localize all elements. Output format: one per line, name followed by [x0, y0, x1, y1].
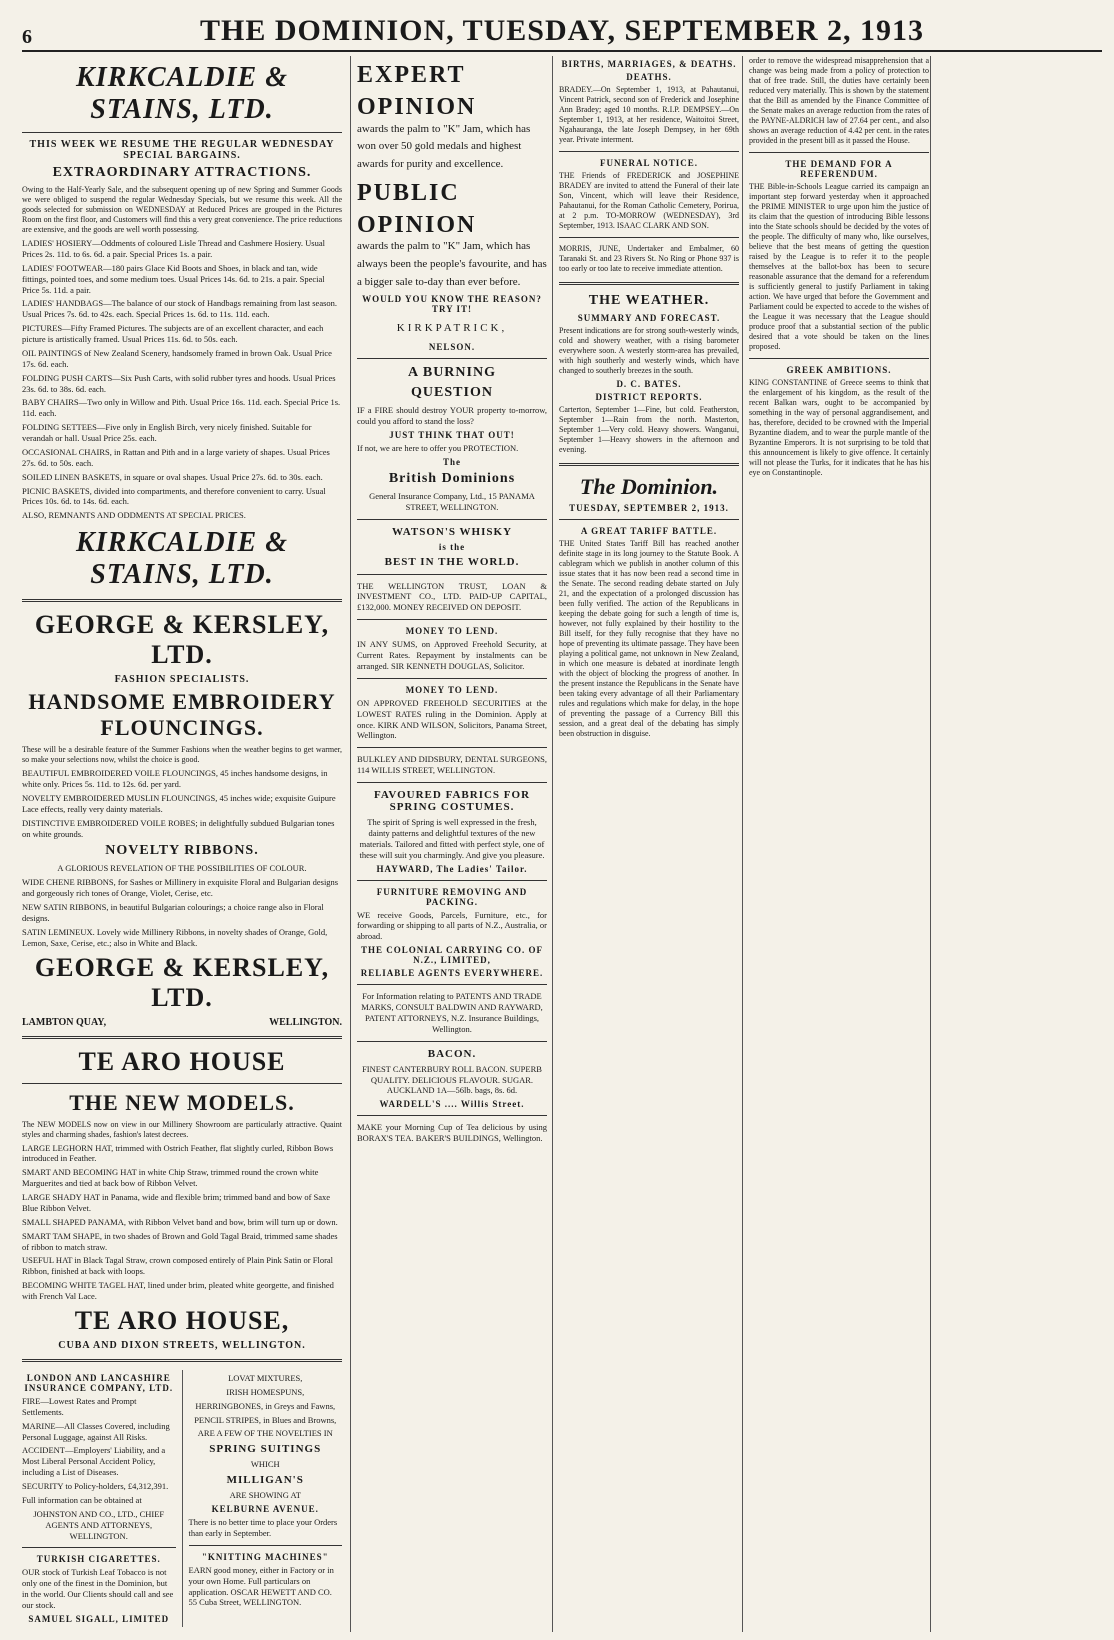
ad-item: LADIES' HOSIERY—Oddments of coloured Lisle Thread and Cashmere Hosiery. Usual Prices 2s. 11d. to 6s. 6d. a pair. Special Prices 1s. a pair.	[22, 238, 325, 259]
george-kersley-headline: HANDSOME EMBROIDERY FLOUNCINGS.	[28, 689, 336, 741]
bacon-title: BACON.	[427, 1047, 477, 1060]
ad-item: PENCIL STRIPES, in Blues and Browns,	[194, 1414, 337, 1425]
watson-line1: WATSON'S WHISKY	[391, 525, 513, 538]
expert-text: awards the palm to "K" Jam, which has won over 50 gold medals and highest awards for purity and excellence.	[357, 122, 531, 170]
reliable-agents: RELIABLE AGENTS EVERYWHERE.	[360, 968, 544, 979]
george-kersley-subtitle: FASHION SPECIALISTS.	[114, 674, 250, 686]
newspaper-title: THE DOMINION, TUESDAY, SEPTEMBER 2, 1913	[199, 14, 925, 47]
te-aro-address: CUBA AND DIXON STREETS, WELLINGTON.	[58, 1339, 306, 1351]
baker-text: MAKE your Morning Cup of Tea delicious by using BORAX'S TEA. BAKER'S BUILDINGS, Wellington.	[357, 1122, 547, 1144]
knitting-title: "KNITTING MACHINES"	[201, 1551, 329, 1562]
district-heading: DISTRICT REPORTS.	[595, 392, 703, 402]
burning-word: A BURNING	[408, 365, 496, 381]
george-kersley-intro: These will be a desirable feature of the Summer Fashions when the weather begins to get warmer, so make your selections now, whilst the choice is good.	[22, 745, 342, 765]
kirkcaldie-title-footer: KIRKCALDIE & STAINS, LTD.	[76, 527, 288, 591]
ad-item: BECOMING WHITE TAGEL HAT, lined under brim, pleated white georgette, and finished with French Val Lace.	[22, 1280, 334, 1301]
ad-item: SMART AND BECOMING HAT in white Chip Straw, trimmed round the crown white Marguerites and tied at back bow of Ribbon Velvet.	[22, 1167, 319, 1189]
small-ads-column	[350, 56, 547, 1632]
te-aro-title: TE ARO HOUSE	[78, 1046, 286, 1076]
funeral-text: THE Friends of FREDERICK and JOSEPHINE BRADEY are invited to attend the Funeral of their late Son, Vincent, which will leave their Residence, Pahautanui, for the Roman Catholic Cemetery, Porirua, at 2 p.m. TO-MORROW (WEDNESDAY), 3rd September, 1913. ISAAC CLARK AND SON.	[559, 171, 739, 230]
kirkcaldie-items	[22, 238, 342, 521]
ad-item: LADIES' HANDBAGS—The balance of our stock of Handbags remaining from last season. Usual Prices 7s. 6d. to 42s. each. Special Prices 1s. 6d. to 11s. 11d. each.	[22, 298, 338, 320]
advertisement-column	[22, 56, 342, 1632]
ad-item: DISTINCTIVE EMBROIDERED VOILE ROBES; in delightfully subdued Bulgarian tones on white grounds.	[22, 817, 335, 839]
page-number: 6	[22, 26, 32, 48]
ad-item: SPRING SUITINGS	[209, 1443, 322, 1456]
bottom-ads	[22, 1370, 342, 1627]
watson-line3: BEST IN THE WORLD.	[384, 555, 520, 568]
burning-text: IF a FIRE should destroy YOUR property to-morrow, could you afford to stand the loss?	[357, 405, 547, 426]
weather-signoff: D. C. BATES.	[616, 379, 682, 389]
ad-item: ALSO, REMNANTS AND ODDMENTS AT SPECIAL PRICES.	[22, 510, 246, 521]
furniture-text: WE receive Goods, Parcels, Furniture, etc., for forwarding or shipping to all parts of N.Z., Australia, or abroad.	[357, 909, 547, 942]
ad-item: FIRE—Lowest Rates and Prompt Settlements.	[22, 1395, 137, 1417]
money-lend-text: IN ANY SUMS, on Approved Freehold Security, at Current Rates. Repayment by instalments can be arranged. SIR KENNETH DOUGLAS, Solicitor.	[357, 639, 547, 671]
tariff-heading: A GREAT TARIFF BATTLE.	[580, 526, 718, 536]
masthead	[22, 10, 1102, 52]
bacon-text: FINEST CANTERBURY ROLL BACON. SUPERB QUALITY. DELICIOUS FLAVOUR. SUGAR. AUCKLAND 1A—56lb. bags, 8s. 6d.	[362, 1063, 542, 1096]
turkish-text: OUR stock of Turkish Leaf Tobacco is not only one of the finest in the Dominion, but in the world. Our Clients should call and see our stock.	[22, 1567, 174, 1610]
george-kersley-title: GEORGE & KERSLEY, LTD.	[34, 610, 330, 670]
address-left: LAMBTON QUAY,	[22, 1016, 107, 1028]
weather-text: Present indications are for strong south-westerly winds, cold and showery weather, with a rising barometer everywhere soon. A westerly storm-area has prevailed, with high southerly and westerly winds, which have changed to southerly breezes in the south.	[559, 326, 739, 375]
ad-item: Full information can be obtained at	[22, 1494, 142, 1505]
ad-item: A GLORIOUS REVELATION OF THE POSSIBILITIES OF COLOUR.	[57, 863, 307, 874]
ad-item: ARE A FEW OF THE NOVELTIES IN	[197, 1428, 333, 1439]
notices-column	[552, 56, 739, 1632]
knitting-text: EARN good money, either in Factory or in your own Home. Full particulars on application. OSCAR HEWETT AND CO. 55 Cuba Street, WELLINGTON.	[188, 1564, 334, 1608]
referendum-heading: THE DEMAND FOR A REFERENDUM.	[785, 159, 893, 179]
tariff-text: THE United States Tariff Bill has reached another definite stage in its long journey to the Statute Book. A cablegram which we publish in another column of this issue states that it has now been read a second time in the Senate. The second reading debate started on July 21, and the expectation of a prolonged discussion has been fully verified. The action of the Republicans in keeping the debate going for such a length of time is, however, not fully explained by their hostility to the Bill itself, for they fully recognise that they have no hope of preventing its ultimate passage. They have been playing a political game, not unknown in New Zealand, in which one measure is debated at inordinate length with the object of blocking the progress of another. In the present instance the Republicans in the Senate have been taking every advantage of all their Parliamentary rules and regulations which make for delay, in the hope of preventing the passage of a Currency Bill this session, and a great deal of the debating has simply been obstruction in disguise.	[559, 539, 739, 738]
ad-item: SATIN LEMINEUX. Lovely wide Millinery Ribbons, in novelty shades of Orange, Gold, Lemon, Saxe, Cerise, etc.; also in White and Black.	[22, 926, 328, 948]
greek-text: KING CONSTANTINE of Greece seems to think that the enlargement of his kingdom, as the result of the recent Balkan wars, ought to be accompanied by something in the way of personal aggrandisement, and has, therefore, decided to be crowned with the Imperial Byzantine diadem, and to wear the purple mantle of the Byzantine Emperors. It is not surprising to be told that this announcement is likely to give offence. It certainly will not please the Turks, for it indicates that he has his eye on Constantinople.	[749, 378, 929, 477]
british-dominions-name: British Dominions	[388, 470, 516, 486]
the-word: The	[442, 456, 461, 467]
ad-item: SECURITY to Policy-holders, £4,312,391.	[22, 1481, 169, 1491]
ad-item: NOVELTY EMBROIDERED MUSLIN FLOUNCINGS, 45 inches wide; exquisite Guipure Lace effects, really very dainty materials.	[22, 792, 336, 814]
ad-item: There is no better time to place your Orders than early in September.	[188, 1517, 338, 1538]
public-text: awards the palm to "K" Jam, which has always been the people's favourite, and has a bigger sale to-day than ever before.	[357, 240, 547, 288]
kirkcaldie-headline: EXTRAORDINARY ATTRACTIONS.	[52, 165, 312, 180]
ad-item: BEAUTIFUL EMBROIDERED VOILE FLOUNCINGS, 45 inches handsome designs, in white only. Prices 5s. 11d. to 12s. 6d. per yard.	[22, 768, 328, 789]
funeral-heading: FUNERAL NOTICE.	[599, 158, 698, 168]
ad-item: OIL PAINTINGS of New Zealand Scenery, handsomely framed in brown Oak. Usual Price 17s. 6d. each.	[22, 347, 332, 369]
ad-item: FOLDING PUSH CARTS—Six Push Carts, with solid rubber tyres and hoods. Usual Prices 23s. 6d. to 38s. 6d. each.	[22, 372, 336, 394]
te-aro-intro: The NEW MODELS now on view in our Millinery Showroom are particularly attractive. Quaint styles and charming shades, fashion's latest decrees.	[22, 1119, 342, 1139]
favoured-fabrics-text: The spirit of Spring is well expressed in the fresh, dainty patterns and delightful textures of the new materials. Tailored and fitted with perfect style, one of these will suit you charmingly. And give you pleasure.	[359, 817, 545, 860]
kirkcaldie-subtitle: THIS WEEK WE RESUME THE REGULAR WEDNESDAY SPECIAL BARGAINS.	[29, 139, 335, 161]
deaths-text: BRADEY.—On September 1, 1913, at Pahautanui, Vincent Patrick, second son of Frederick and Josephine Ann Bradey; aged 10 months. R.I.P. DEMPSEY.—On September 1, 1913, at her residence, Waitoitoi Street, Ngahauranga, the late Joseph Dempsey, in her 69th year. Private interment.	[559, 85, 739, 144]
ad-item: BABY CHAIRS—Two only in Willow and Pith. Usual Price 16s. 11d. each. Special Price 1s. 11d. each.	[22, 397, 341, 419]
births-heading: BIRTHS, MARRIAGES, & DEATHS.	[561, 59, 737, 69]
kirkcaldie-intro: Owing to the Half-Yearly Sale, and the subsequent opening up of new Spring and Summer Goods we were obliged to suspend the regular Wednesday Specials, but we resume this week. All the goods selected for submission on WEDNESDAY at Reduced Prices are grouped in the Pictures Room on the first floor, and Customers will find this a very great convenience. The price reductions are extensive, and the goods are well worth possessing.	[22, 185, 342, 234]
london-lancashire-title: LONDON AND LANCASHIRE INSURANCE COMPANY, LTD.	[24, 1372, 174, 1393]
reason-text: WOULD YOU KNOW THE REASON? TRY IT!	[362, 294, 542, 315]
george-kersley-address	[22, 1017, 342, 1028]
tariff-continued-text: order to remove the widespread misapprehension that a change was being made from a policy of protection to that of free trade. Still, the duties have certainly been reduced very materially. This is shown by the statement that the Bill as amended by the Finance Committee of the Senate makes an average reduction from the rates of the PAYNE-ALDRICH law of 27.64 per cent., and also shows an average reduction of 4.42 per cent. in the rates provided in the present bill as it passed the House.	[749, 56, 929, 145]
dominion-date: TUESDAY, SEPTEMBER 2, 1913.	[569, 503, 729, 513]
opinion-word: OPINION	[357, 211, 477, 238]
kirkcaldie-title: KIRKCALDIE & STAINS, LTD.	[76, 62, 288, 125]
ad-item: FOLDING SETTEES—Five only in English Birch, very nicely finished. Suitable for verandah or hall. Usual Price 25s. each.	[22, 422, 312, 443]
george-kersley-title-footer: GEORGE & KERSLEY, LTD.	[34, 952, 330, 1012]
furniture-title: FURNITURE REMOVING AND PACKING.	[376, 886, 528, 907]
address-right: WELLINGTON.	[269, 1016, 342, 1028]
colonial-carrying-name: THE COLONIAL CARRYING CO. OF N.Z., LIMITED,	[361, 945, 543, 966]
ad-item: KELBURNE AVENUE.	[211, 1504, 319, 1514]
think-text: JUST THINK THAT OUT!	[389, 429, 515, 440]
ad-item: JOHNSTON AND CO., LTD., CHIEF AGENTS AND ATTORNEYS, WELLINGTON.	[33, 1508, 165, 1541]
ad-item: PICNIC BASKETS, divided into compartments, and therefore convenient to carry. Usual Prices 10s. 6d. to 14s. 6d. each.	[22, 485, 326, 507]
ad-item: NEW SATIN RIBBONS, in beautiful Bulgarian colourings; a choice range also in Floral designs.	[22, 902, 324, 923]
editorial-column	[742, 56, 929, 1632]
ad-item: LOVAT MIXTURES,	[228, 1372, 303, 1383]
dominion-nameplate: The Dominion.	[579, 474, 719, 499]
money-lend-head: MONEY TO LEND.	[405, 626, 499, 637]
nelson-text: NELSON.	[428, 342, 476, 353]
ad-item: USEFUL HAT in Black Tagal Straw, crown composed entirely of Plain Pink Satin or Floral Ribbon, finished at back with loops.	[22, 1255, 334, 1277]
expert-word: EXPERT	[357, 62, 466, 88]
question-word: QUESTION	[411, 385, 493, 401]
watson-line2: is the	[438, 541, 466, 552]
greek-heading: GREEK AMBITIONS.	[786, 365, 892, 375]
ad-item: ACCIDENT—Employers' Liability, and a Most Liberal Personal Accident Policy, including a List of Diseases.	[22, 1445, 166, 1478]
trust-text: THE WELLINGTON TRUST, LOAN & INVESTMENT CO., LTD. PAID-UP CAPITAL, £132,000. MONEY RECEIVED ON DEPOSIT.	[357, 580, 547, 613]
ad-item: SMART TAM SHAPE, in two shades of Brown and Gold Tagal Braid, trimmed same shades of ribbon to match straw.	[22, 1230, 338, 1252]
british-dominions-address: General Insurance Company, Ltd., 15 PANAMA STREET, WELLINGTON.	[369, 490, 535, 512]
money-lend-text-2: ON APPROVED FREEHOLD SECURITIES at the LOWEST RATES ruling in the Dominion. Apply at once. KIRK AND WILSON, Solicitors, Panama Street, Wellington.	[357, 697, 547, 741]
ad-item: LADIES' FOOTWEAR—180 pairs Glace Kid Boots and Shoes, in black and tan, wide fittings, pointed toes, and some medium toes. Usual Prices 14s. 6d. to 21s. a pair. Special Price 5s. 11d. a pair.	[22, 262, 325, 295]
money-lend-head-2: MONEY TO LEND.	[405, 684, 499, 695]
opinion-word: OPINION	[357, 94, 477, 121]
weather-subheading: SUMMARY AND FORECAST.	[577, 313, 721, 323]
ad-item: IRISH HOMESPUNS,	[226, 1386, 305, 1397]
ad-item: HERRINGBONES, in Greys and Fawns,	[195, 1400, 336, 1411]
weather-heading: THE WEATHER.	[588, 293, 710, 308]
morris-text: MORRIS, JUNE, Undertaker and Embalmer, 60 Taranaki St. and 23 Rivers St. No Ring or Phone 937 is too early or too late to receive immediate attention.	[559, 244, 739, 273]
ad-item: PICTURES—Fifty Framed Pictures. The subjects are of an excellent character, and each picture is artistically framed. Usual Prices 11s. 6d. to 50s. each.	[22, 323, 324, 344]
ad-item: WIDE CHENE RIBBONS, for Sashes or Millinery in exquisite Floral and Bulgarian designs and gorgeously rich tones of Orange, Violet, Cerise, etc.	[22, 877, 339, 899]
london-lancashire-ad	[22, 1370, 176, 1627]
wardell-name: WARDELL'S .... Willis Street.	[379, 1099, 525, 1110]
turkish-name: SAMUEL SIGALL, LIMITED	[28, 1613, 170, 1624]
patents-text: For Information relating to PATENTS AND TRADE MARKS, CONSULT BALDWIN AND RAYWARD, PATENT ATTORNEYS, N.Z. Insurance Buildings, Wellington.	[361, 991, 543, 1034]
ad-item: OCCASIONAL CHAIRS, in Rattan and Pith and in a large variety of shapes. Usual Prices 27s. 6d. to 50s. each.	[22, 446, 330, 468]
public-word: PUBLIC	[357, 179, 460, 206]
district-text: Carterton, September 1—Fine, but cold. Featherston, September 1—Rain from the north. Masterton, September 1—Very cold. Heavy showers. Wanganui, September 1—Heavy showers in the afternoon and evening.	[559, 405, 739, 454]
ad-item: MARINE—All Classes Covered, including Personal Luggage, against All Risks.	[22, 1420, 170, 1442]
ad-item: SOILED LINEN BASKETS, in square or oval shapes. Usual Price 27s. 6d. to 30s. each.	[22, 471, 323, 482]
protection-text: If not, we are here to offer you PROTECTION.	[357, 442, 519, 453]
deaths-heading: DEATHS.	[626, 72, 672, 82]
te-aro-title-footer: TE ARO HOUSE,	[74, 1305, 290, 1335]
kirkpatrick-name: KIRKPATRICK,	[396, 322, 508, 335]
ad-item: SMALL SHAPED PANAMA, with Ribbon Velvet band and bow, brim will turn up or down.	[22, 1216, 338, 1227]
ad-item: LARGE SHADY HAT in Panama, wide and flexible brim; trimmed band and bow of Saxe Blue Ribbon Velvet.	[22, 1192, 331, 1213]
hayward-name: HAYWARD, The Ladies' Tailor.	[376, 863, 528, 874]
local-news-column	[930, 56, 1111, 1632]
ad-item: WHICH	[250, 1459, 280, 1470]
referendum-text: THE Bible-in-Schools League carried its campaign an important step forward yesterday when it approached the PRIME MINISTER to urge upon him the justice of its claim that the question of introducing Bible lessons into the State schools should be decided by the votes of the people. The difficulty of many who, like ourselves, believe that the best means of getting the question raised by the League is to refer it to the people themselves at the ballot-box has been to secure reasonable assurance that the demand for a referendum is sufficiently general to justify Parliament in taking action. We have urged that before the Government and Parliament could be expected to accede to the wishes of the League it was necessary that the League should produce proof that a substantial section of the public desired that a vote should be taken on the lines proposed.	[749, 182, 929, 351]
bulkley-text: BULKLEY AND DIDSBURY, DENTAL SURGEONS, 114 WILLIS STREET, WELLINGTON.	[357, 754, 547, 776]
te-aro-headline: THE NEW MODELS.	[69, 1089, 295, 1115]
turkish-title: TURKISH CIGARETTES.	[36, 1554, 161, 1565]
ad-item: NOVELTY RIBBONS.	[105, 843, 259, 859]
ad-item: ARE SHOWING AT	[229, 1490, 301, 1501]
favoured-fabrics-title: FAVOURED FABRICS FOR SPRING COSTUMES.	[373, 789, 531, 813]
ad-item: MILLIGAN'S	[226, 1474, 304, 1487]
milligan-ad	[182, 1370, 343, 1627]
ad-item: LARGE LEGHORN HAT, trimmed with Ostrich Feather, flat slightly curled, Ribbon Bows introduced in Feather.	[22, 1142, 334, 1164]
